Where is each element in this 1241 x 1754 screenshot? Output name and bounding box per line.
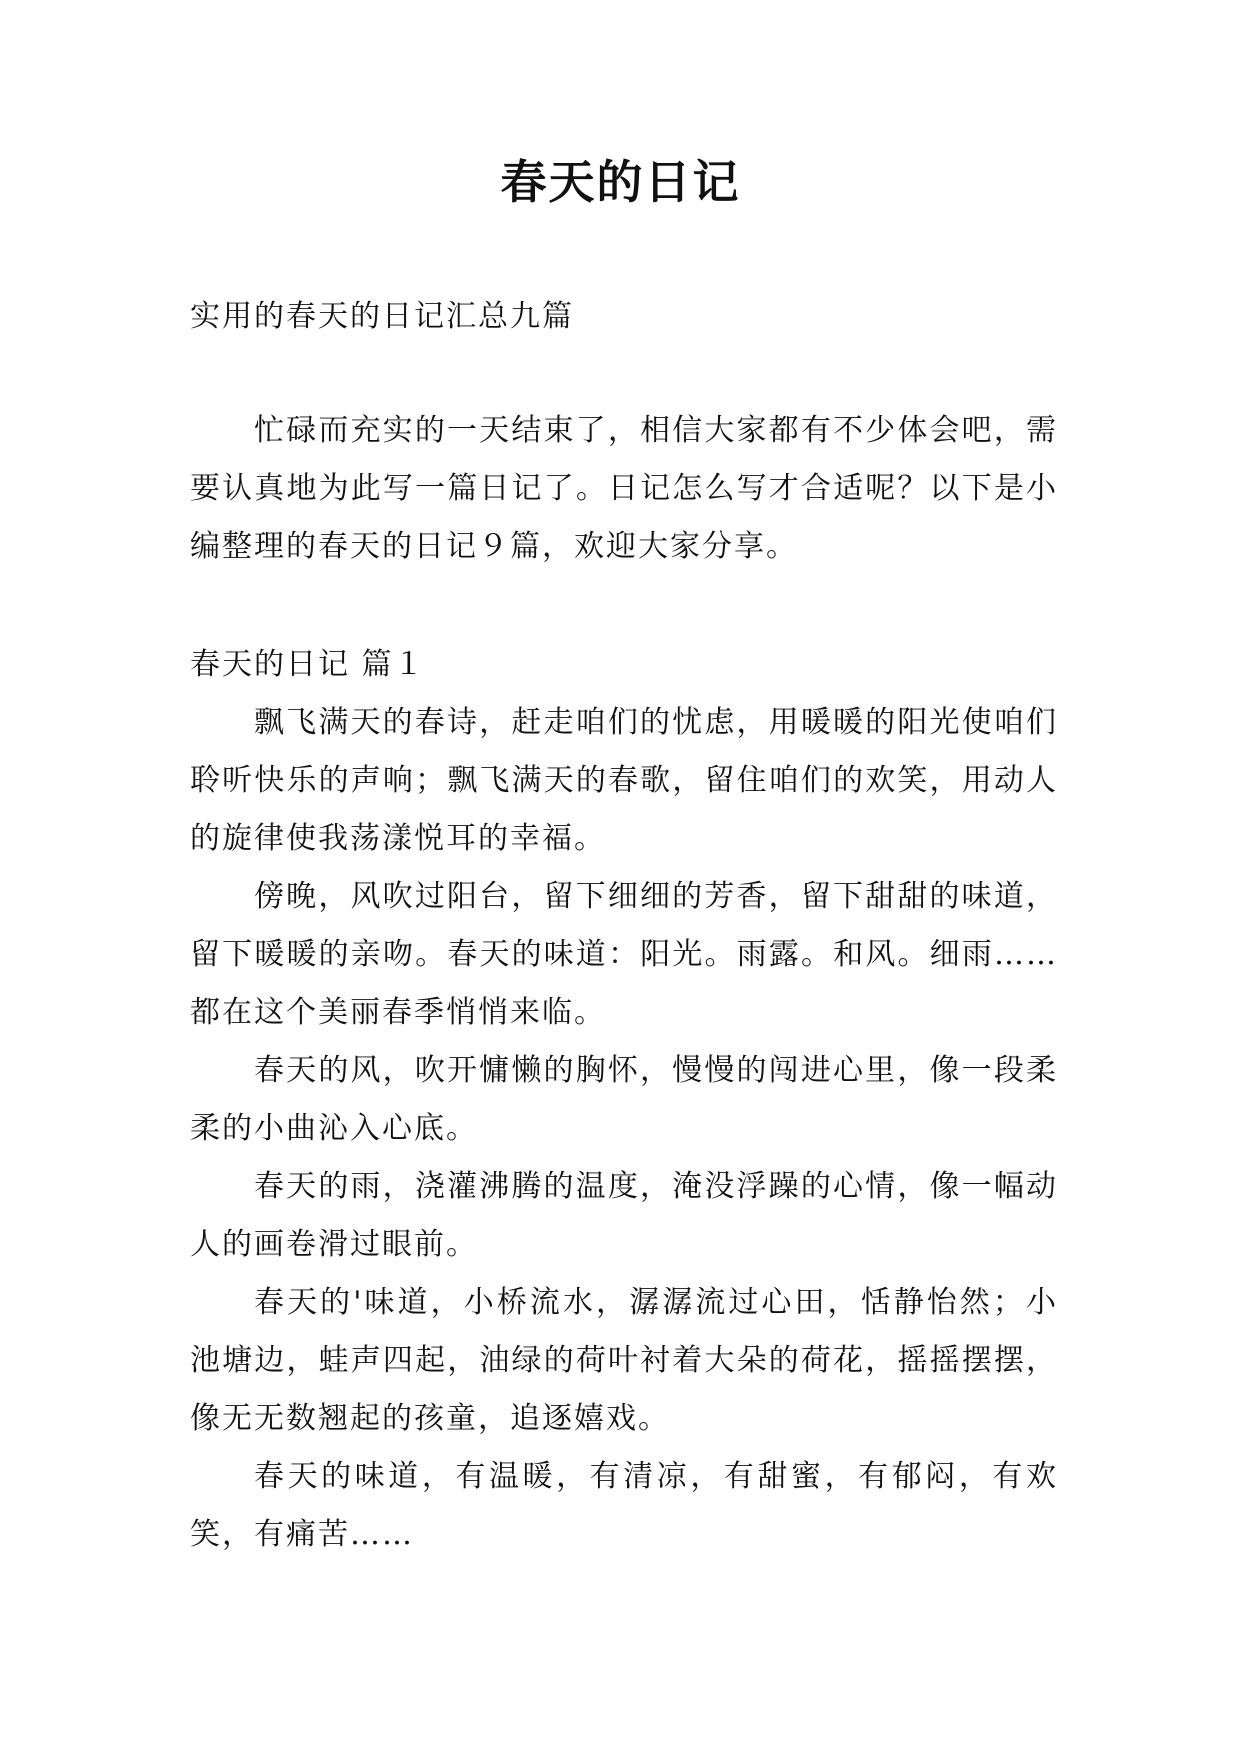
intro-paragraph xyxy=(190,402,1058,576)
section-paragraph: 春天的'味道，小桥流水，潺潺流过心田，恬静怡然；小池塘边，蛙声四起，油绿的荷叶衬着大朵的荷花，摇摇摆摆，像无无数翘起的孩童，追逐嬉戏。 xyxy=(190,1285,1058,1436)
intro-text: 忙碌而充实的一天结束了，相信大家都有不少体会吧，需要认真地为此写一篇日记了。日记怎么写才合适呢？以下是小编整理的春天的日记９篇，欢迎大家分享。 xyxy=(190,413,1058,564)
document-subtitle xyxy=(190,288,1058,346)
section-heading-text: 春天的日记 篇１ xyxy=(190,647,426,682)
section-paragraph: 傍晚，风吹过阳台，留下细细的芳香，留下甜甜的味道，留下暖暖的亲吻。春天的味道：阳光。雨露。和风。细雨……都在这个美丽春季悄悄来临。 xyxy=(190,879,1058,1030)
section-paragraph: 飘飞满天的春诗，赶走咱们的忧虑，用暖暖的阳光使咱们聆听快乐的声响；飘飞满天的春歌，留住咱们的欢笑，用动人的旋律使我荡漾悦耳的幸福。 xyxy=(190,705,1058,856)
section-heading xyxy=(190,636,1058,694)
subtitle-text: 实用的春天的日记汇总九篇 xyxy=(190,299,574,334)
section-paragraph: 春天的风，吹开慵懒的胸怀，慢慢的闯进心里，像一段柔柔的小曲沁入心底。 xyxy=(190,1053,1058,1146)
document-title: 春天的日记 xyxy=(500,155,741,209)
section-paragraph: 春天的雨，浇灌沸腾的温度，淹没浮躁的心情，像一幅动人的画卷滑过眼前。 xyxy=(190,1169,1058,1262)
section-body xyxy=(190,694,1058,1564)
section-paragraph: 春天的味道，有温暖，有清凉，有甜蜜，有郁闷，有欢笑，有痛苦…… xyxy=(190,1459,1058,1552)
